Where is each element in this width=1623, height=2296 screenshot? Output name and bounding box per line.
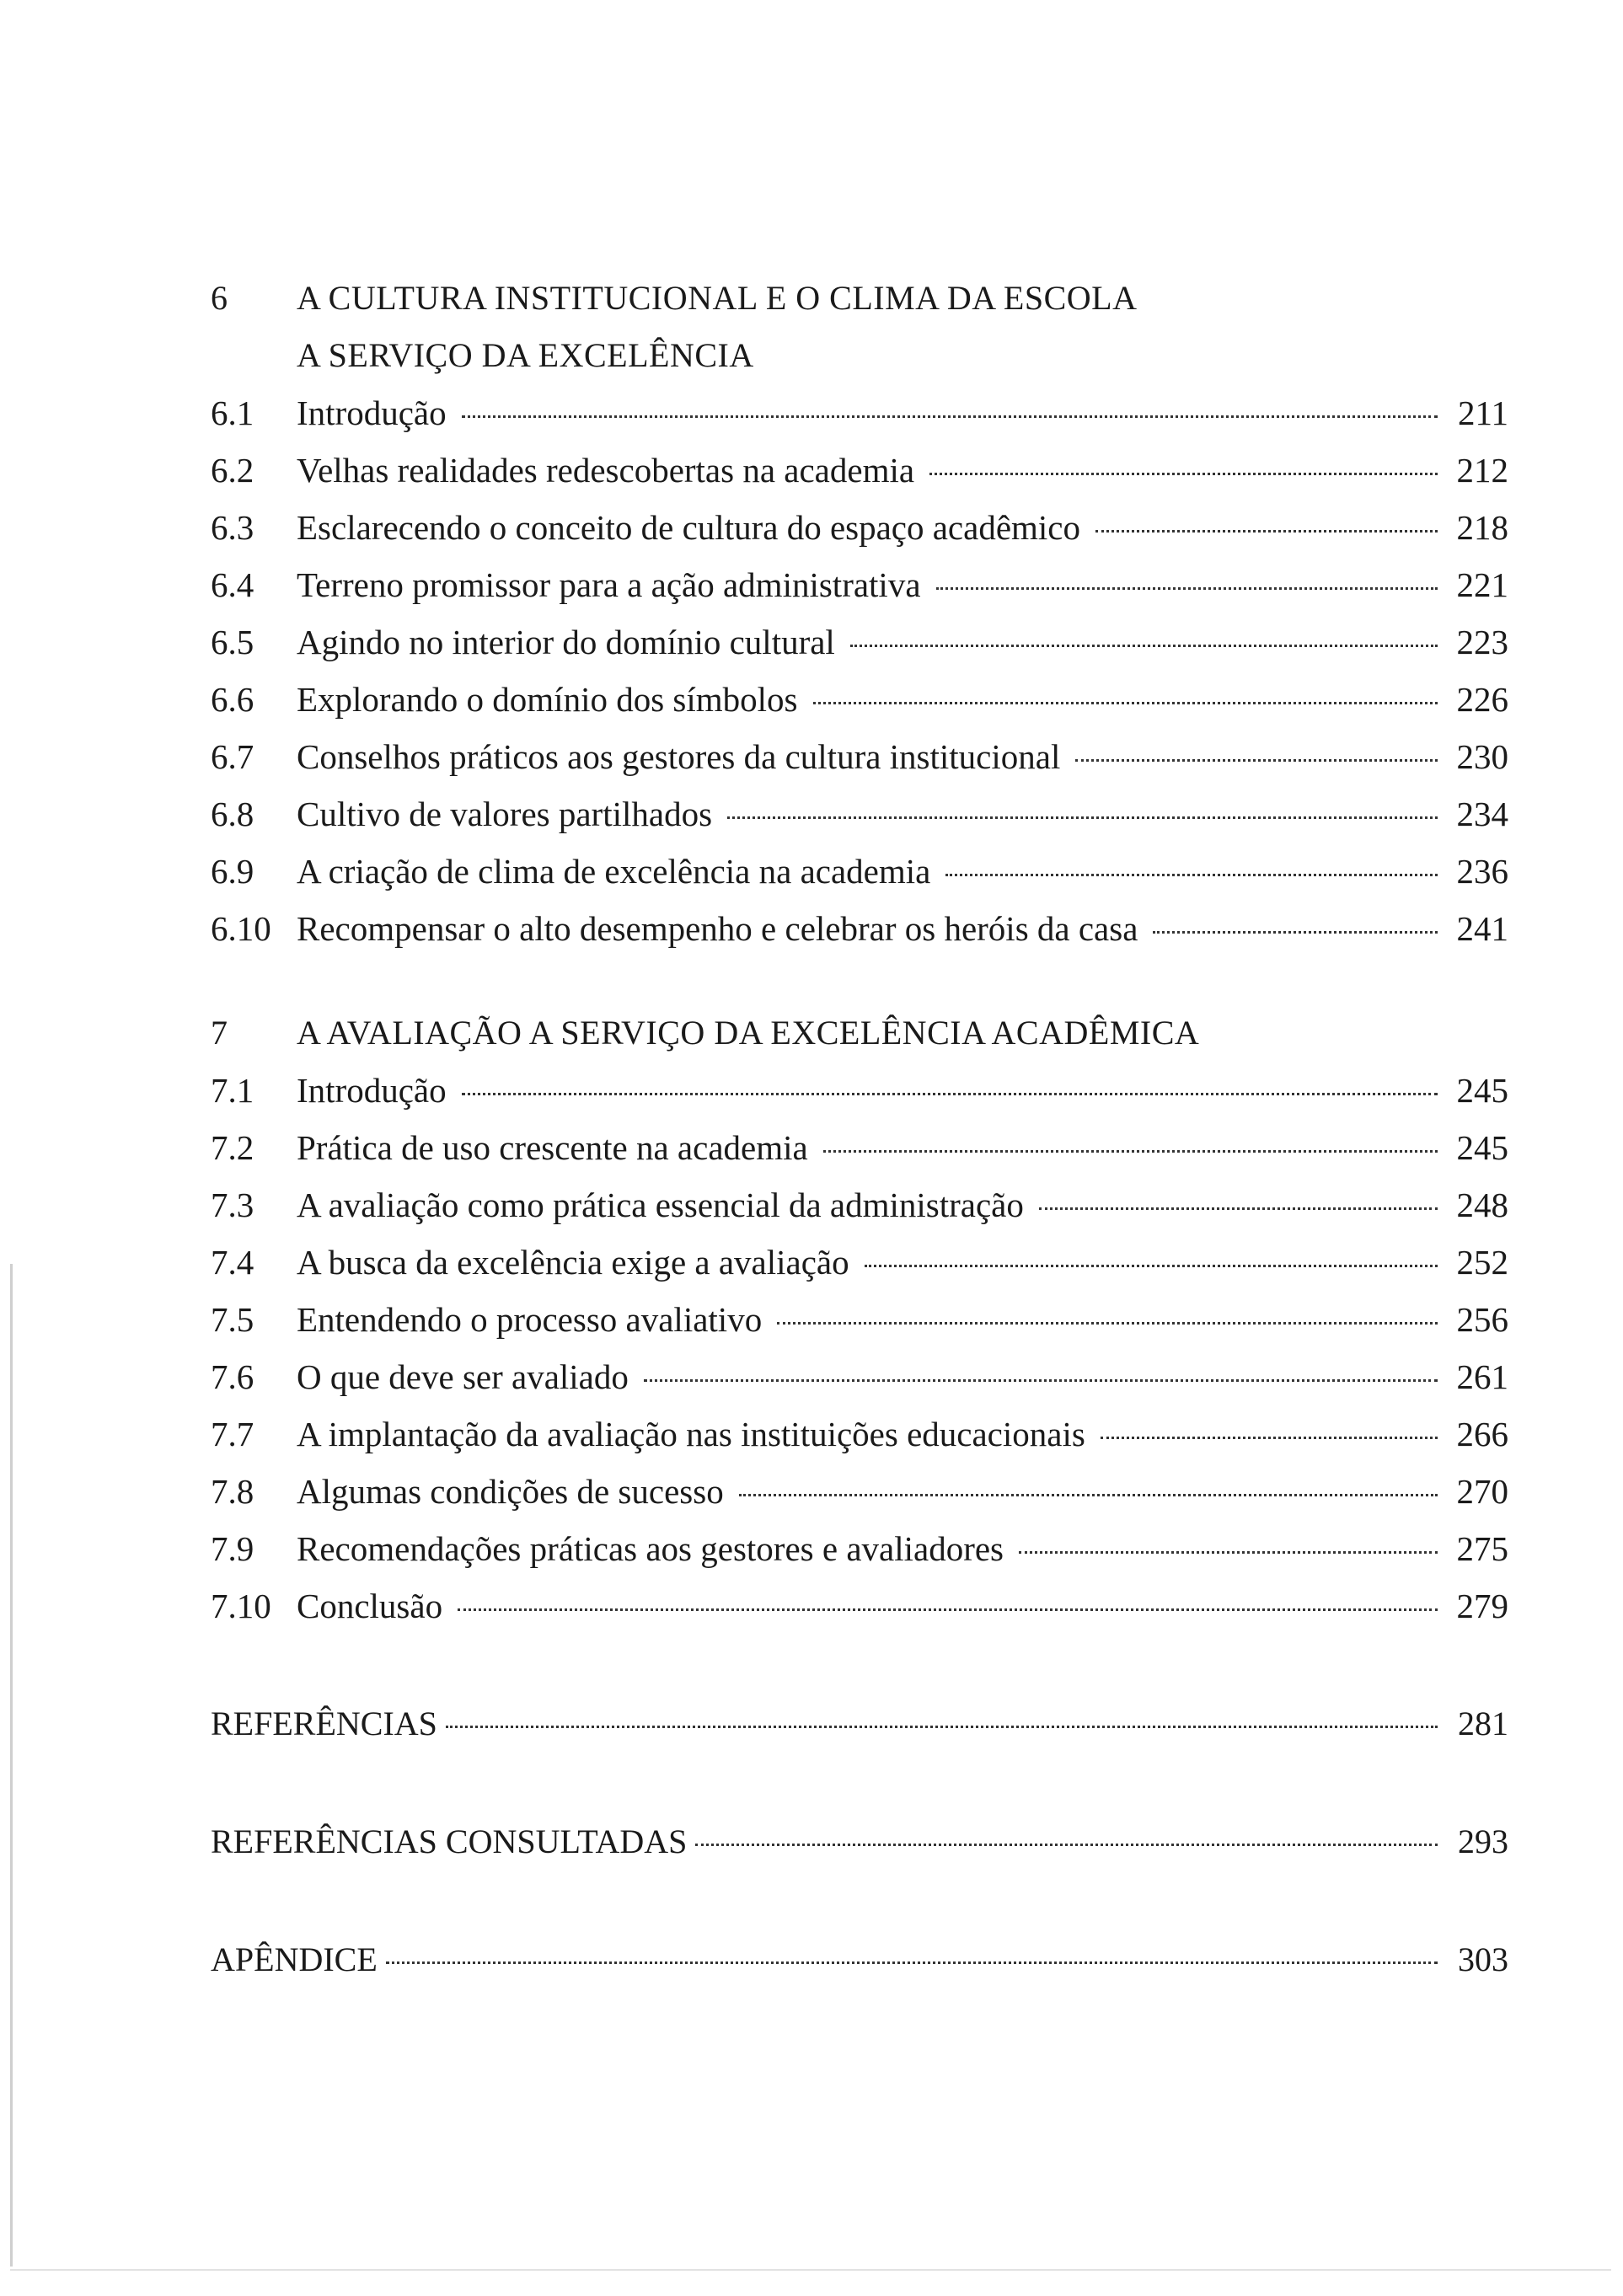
page-number: 256: [1456, 1300, 1508, 1339]
chapter-heading: [211, 270, 1508, 384]
dot-leader: [1019, 1551, 1438, 1554]
section-title: Terreno promissor para a ação administrativa: [297, 565, 921, 604]
page-number: 293: [1458, 1822, 1508, 1860]
dot-leader: [462, 1093, 1438, 1095]
toc-entry: [211, 1520, 1508, 1577]
page-number: 279: [1456, 1587, 1508, 1625]
section-title: Entendendo o processo avaliativo: [297, 1300, 763, 1339]
toc-entry: [211, 1577, 1508, 1635]
toc-entry: [211, 843, 1508, 900]
dot-leader: [850, 645, 1438, 647]
toc-entry: [211, 1234, 1508, 1291]
chapter-title: [297, 270, 1137, 384]
section-title: Prática de uso crescente na academia: [297, 1128, 808, 1167]
page-number: 266: [1456, 1415, 1508, 1453]
chapter-number: 6: [211, 279, 228, 317]
section-number: 7.4: [211, 1243, 254, 1282]
page-number: 275: [1456, 1529, 1508, 1568]
section-title: Recompensar o alto desempenho e celebrar os heróis da casa: [297, 909, 1138, 948]
page-number: 212: [1456, 451, 1508, 490]
section-number: 7.7: [211, 1415, 254, 1453]
toc-entry: [211, 499, 1508, 556]
page-number: 236: [1456, 852, 1508, 891]
page-number: 218: [1456, 508, 1508, 547]
section-title: Recomendações práticas aos gestores e avaliadores: [297, 1529, 1004, 1568]
dot-leader: [1075, 759, 1438, 762]
dot-leader: [777, 1322, 1438, 1325]
page-number: 230: [1456, 737, 1508, 776]
page-number: 248: [1456, 1185, 1508, 1224]
section-title: Esclarecendo o conceito de cultura do espaço acadêmico: [297, 508, 1081, 547]
section-title: Algumas condições de sucesso: [297, 1472, 724, 1511]
toc-entry: [211, 384, 1508, 442]
page-number: 252: [1456, 1243, 1508, 1282]
section-number: 7.8: [211, 1472, 254, 1511]
section-title: Explorando o domínio dos símbolos: [297, 680, 798, 719]
section-number: 6.10: [211, 909, 271, 948]
page-number: 281: [1458, 1705, 1508, 1742]
toc-entry: [211, 1291, 1508, 1348]
dot-leader: [446, 1726, 1438, 1728]
section-title: O que deve ser avaliado: [297, 1357, 629, 1396]
dot-leader: [936, 587, 1438, 590]
dot-leader: [739, 1494, 1438, 1496]
section-title: Conclusão: [297, 1587, 443, 1625]
section-number: 6.8: [211, 795, 254, 833]
section-title: APÊNDICE: [211, 1940, 378, 1978]
chapter-number: 7: [211, 1014, 228, 1052]
dot-leader: [727, 816, 1438, 819]
dot-leader: [458, 1608, 1438, 1611]
toc-entry: [211, 785, 1508, 843]
dot-leader: [1095, 530, 1438, 533]
toc-entry: [211, 1119, 1508, 1176]
toc-entry: [211, 671, 1508, 728]
dot-leader: [695, 1844, 1438, 1846]
chapter-7: [211, 1004, 1508, 1635]
section-title: A implantação da avaliação nas instituições educacionais: [297, 1415, 1085, 1453]
page-number: 245: [1456, 1071, 1508, 1110]
toc-entry: [211, 1348, 1508, 1405]
section-number: 6.1: [211, 393, 254, 432]
chapter-heading: [211, 1004, 1508, 1062]
page-number: 241: [1456, 909, 1508, 948]
dot-leader: [644, 1379, 1438, 1382]
chapter-title-line: A AVALIAÇÃO A SERVIÇO DA EXCELÊNCIA ACADÊMICA: [297, 1014, 1200, 1052]
section-title: A avaliação como prática essencial da administração: [297, 1185, 1024, 1224]
page-number: 226: [1456, 680, 1508, 719]
section-number: 6.7: [211, 737, 254, 776]
section-title: A criação de clima de excelência na academia: [297, 852, 931, 891]
section-number: 6.2: [211, 451, 254, 490]
section-title: REFERÊNCIAS CONSULTADAS: [211, 1822, 688, 1860]
table-of-contents: [211, 270, 1508, 1988]
page-number: 223: [1456, 623, 1508, 661]
page-number: 245: [1456, 1128, 1508, 1167]
chapter-6: [211, 270, 1508, 957]
toc-entry: [211, 728, 1508, 785]
toc-entry: [211, 1062, 1508, 1119]
section-number: 7.10: [211, 1587, 271, 1625]
toc-entry: [211, 556, 1508, 613]
section-number: 6.9: [211, 852, 254, 891]
section-title: REFERÊNCIAS: [211, 1705, 437, 1742]
dot-leader: [1039, 1207, 1438, 1210]
section-title: Introdução: [297, 1071, 447, 1110]
dot-leader: [386, 1962, 1438, 1964]
section-title: Introdução: [297, 393, 447, 432]
chapter-title-line: A CULTURA INSTITUCIONAL E O CLIMA DA ESCOLA: [297, 279, 1138, 317]
dot-leader: [1153, 931, 1438, 934]
section-number: 7.3: [211, 1185, 254, 1224]
toc-entry: [211, 442, 1508, 499]
toc-entry-references: [211, 1695, 1508, 1753]
page-number: 211: [1458, 393, 1508, 432]
toc-entry: [211, 900, 1508, 957]
page-number: 261: [1456, 1357, 1508, 1396]
dot-leader: [865, 1265, 1438, 1267]
section-number: 6.4: [211, 565, 254, 604]
section-number: 6.6: [211, 680, 254, 719]
dot-leader: [1101, 1437, 1438, 1439]
dot-leader: [823, 1150, 1438, 1153]
toc-entry-appendix: [211, 1931, 1508, 1988]
dot-leader: [929, 473, 1438, 475]
section-title: Agindo no interior do domínio cultural: [297, 623, 835, 661]
toc-entry: [211, 1176, 1508, 1234]
chapter-title: [297, 1004, 1199, 1062]
page-edge: [10, 1264, 13, 2267]
page-number: 303: [1458, 1940, 1508, 1978]
page-edge: [10, 2269, 1611, 2271]
page-number: 270: [1456, 1472, 1508, 1511]
section-number: 7.6: [211, 1357, 254, 1396]
section-number: 7.5: [211, 1300, 254, 1339]
section-title: Cultivo de valores partilhados: [297, 795, 713, 833]
toc-entry: [211, 1405, 1508, 1463]
section-number: 7.9: [211, 1529, 254, 1568]
dot-leader: [813, 702, 1438, 704]
section-number: 6.3: [211, 508, 254, 547]
page-number: 221: [1456, 565, 1508, 604]
section-title: Velhas realidades redescobertas na academia: [297, 451, 915, 490]
section-number: 6.5: [211, 623, 254, 661]
chapter-title-line: A SERVIÇO DA EXCELÊNCIA: [297, 336, 754, 374]
toc-entry: [211, 1463, 1508, 1520]
toc-entry: [211, 613, 1508, 671]
dot-leader: [945, 874, 1438, 876]
page-number: 234: [1456, 795, 1508, 833]
section-title: A busca da excelência exige a avaliação: [297, 1243, 849, 1282]
section-number: 7.1: [211, 1071, 254, 1110]
dot-leader: [462, 415, 1438, 418]
section-number: 7.2: [211, 1128, 254, 1167]
toc-entry-references-consulted: [211, 1813, 1508, 1871]
section-title: Conselhos práticos aos gestores da cultura institucional: [297, 737, 1061, 776]
